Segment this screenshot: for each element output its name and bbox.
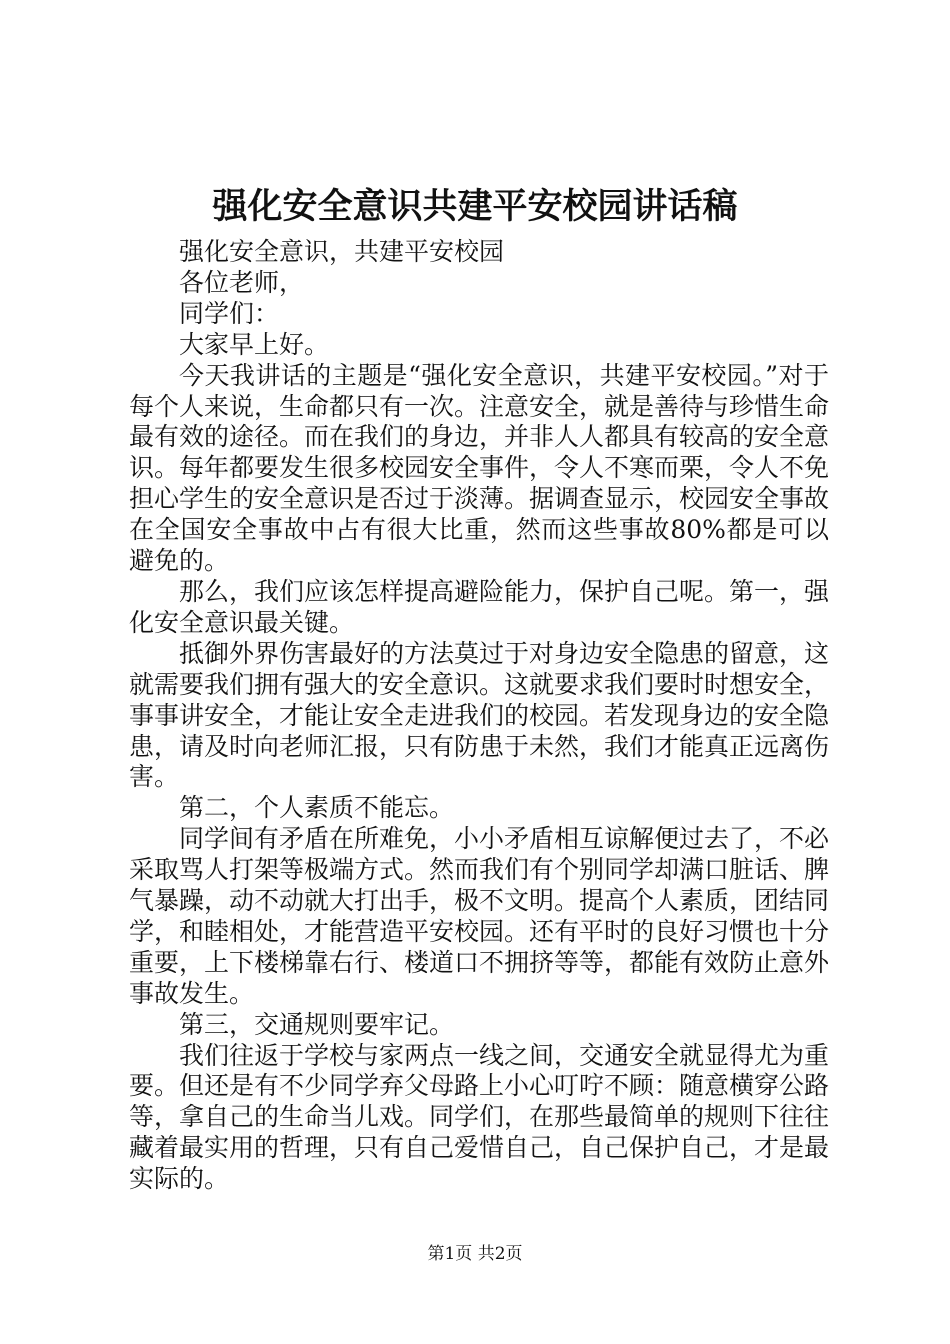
paragraph-first-point: 那么，我们应该怎样提高避险能力，保护自己呢。第一，强化安全意识最关键。 (129, 576, 830, 637)
paragraph-third-detail: 我们往返于学校与家两点一线之间，交通安全就显得尤为重要。但还是有不少同学弃父母路上小心叮咛不顾：随意横穿公路等，拿自己的生命当儿戏。同学们，在那些最简单的规则下往往藏着最实用的哲理，只有自己爱惜自己，自己保护自己，才是最实际的。 (129, 1040, 830, 1194)
paragraph-second-detail: 同学间有矛盾在所难免，小小矛盾相互谅解便过去了，不必采取骂人打架等极端方式。然而我们有个别同学却满口脏话、脾气暴躁，动不动就大打出手，极不文明。提高个人素质，团结同学，和睦相处，才能营造平安校园。还有平时的良好习惯也十分重要，上下楼梯靠右行、楼道口不拥挤等等，都能有效防止意外事故发生。 (129, 824, 830, 1008)
paragraph-second-point: 第二，个人素质不能忘。 (179, 793, 455, 823)
paragraph-salutation-teachers: 各位老师， (179, 267, 305, 297)
paragraph-greeting: 大家早上好。 (179, 329, 330, 359)
paragraph-theme: 今天我讲话的主题是“强化安全意识，共建平安校园。”对于每个人来说，生命都只有一次。注意安全，就是善待与珍惜生命最有效的途径。而在我们的身边，并非人人都具有较高的安全意识。每年都要发生很多校园安全事件，令人不寒而栗，令人不免担心学生的安全意识是否过于淡薄。据调查显示，校园安全事故在全国安全事故中占有很大比重，然而这些事故80%都是可以避免的。 (129, 360, 830, 576)
paragraph-first-detail: 抵御外界伤害最好的方法莫过于对身边安全隐患的留意，这就需要我们拥有强大的安全意识。这就要求我们要时时想安全，事事讲安全，才能让安全走进我们的校园。若发现身边的安全隐患，请及时向老师汇报，只有防患于未然，我们才能真正远离伤害。 (129, 638, 830, 792)
document-body (129, 237, 829, 1195)
page-footer: 第1页 共2页 (427, 1244, 523, 1264)
paragraph-third-point: 第三，交通规则要牢记。 (179, 1009, 455, 1039)
document-title: 强化安全意识共建平安校园讲话稿 (212, 186, 738, 227)
paragraph-subtitle: 强化安全意识，共建平安校园 (179, 237, 505, 266)
paragraph-salutation-students: 同学们： (179, 298, 280, 328)
